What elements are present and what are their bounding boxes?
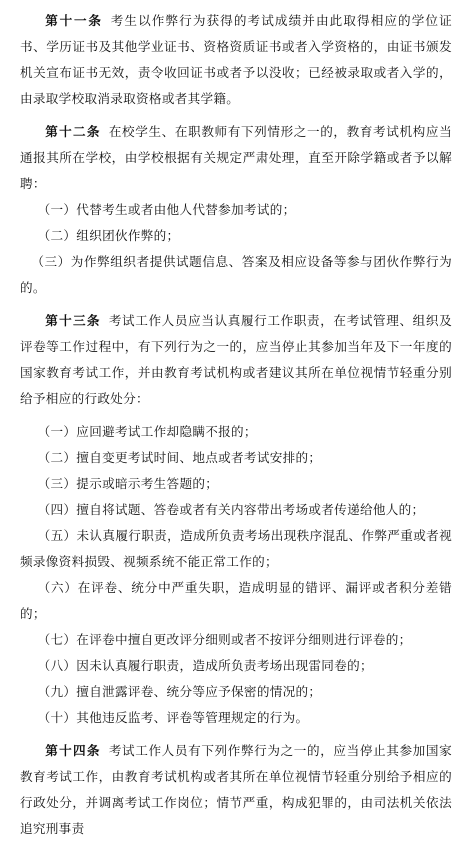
- list-item: （六）在评卷、统分中严重失职，造成明显的错评、漏评或者积分差错的；: [20, 580, 452, 621]
- article-14: [20, 738, 452, 842]
- list-item: （八）因未认真履行职责，造成所负责考场出现雷同卷的；: [37, 658, 373, 673]
- paragraph-gap: [20, 731, 452, 738]
- paragraph-gap: [20, 412, 452, 419]
- article-12: [20, 119, 452, 197]
- list-item: （四）擅自将试题、答卷或者有关内容带出考场或者传递给他人的；: [37, 502, 425, 517]
- article-body: 考生以作弊行为获得的考试成绩并由此取得相应的学位证书、学历证书及其他学业证书、资格资质证书或者入学资格的，由证书颁发机关宣布证书无效，责令收回证书或者予以没收；已经被录取或者入学的，由录取学校取消录取资格或者其学籍。: [20, 13, 452, 106]
- list-item: （三）提示或暗示考生答题的；: [37, 476, 219, 491]
- list-item: （一）应回避考试工作却隐瞒不报的；: [37, 424, 257, 439]
- paragraph-gap: [20, 112, 452, 119]
- list-item: （十）其他违反监考、评卷等管理规定的行为。: [37, 710, 309, 725]
- list-item: （三）为作弊组织者提供试题信息、答案及相应设备等参与团伙作弊行为的。: [20, 254, 452, 295]
- article-13: [20, 308, 452, 412]
- article-title: 第十一条: [45, 13, 103, 28]
- article-title: 第十四条: [45, 743, 101, 758]
- list-item: （一）代替考生或者由他人代替参加考试的；: [37, 202, 296, 217]
- list-item: （九）擅自泄露评卷、统分等应予保密的情况的；: [37, 684, 322, 699]
- article-body: 考试工作人员有下列作弊行为之一的，应当停止其参加国家教育考试工作，由教育考试机构或者其所在单位视情节轻重分别给予相应的行政处分，并调离考试工作岗位；情节严重，构成犯罪的，由司法机关依法追究刑事责: [20, 743, 453, 836]
- article-body: 在校学生、在职教师有下列情形之一的，教育考试机构应当通报其所在学校，由学校根据有关规定严肃处理，直至开除学籍或者予以解聘：: [20, 124, 453, 191]
- paragraph-gap: [20, 301, 452, 308]
- article-11: [20, 8, 452, 112]
- list-item: （五）未认真履行职责，造成所负责考场出现秩序混乱、作弊严重或者视频录像资料损毁、视频系统不能正常工作的；: [20, 528, 452, 569]
- article-title: 第十二条: [45, 124, 101, 139]
- article-title: 第十三条: [45, 313, 101, 328]
- list-item: （七）在评卷中擅自更改评分细则或者不按评分细则进行评卷的；: [37, 632, 412, 647]
- article-body: 考试工作人员应当认真履行工作职责，在考试管理、组织及评卷等工作过程中，有下列行为之一的，应当停止其参加当年及下一年度的国家教育考试工作，并由教育考试机构或者建议其所在单位视情节轻重分别给予相应的行政处分：: [20, 313, 453, 406]
- list-item: （二）擅自变更考试时间、地点或者考试安排的；: [37, 450, 322, 465]
- list-item: （二）组织团伙作弊的；: [37, 228, 180, 243]
